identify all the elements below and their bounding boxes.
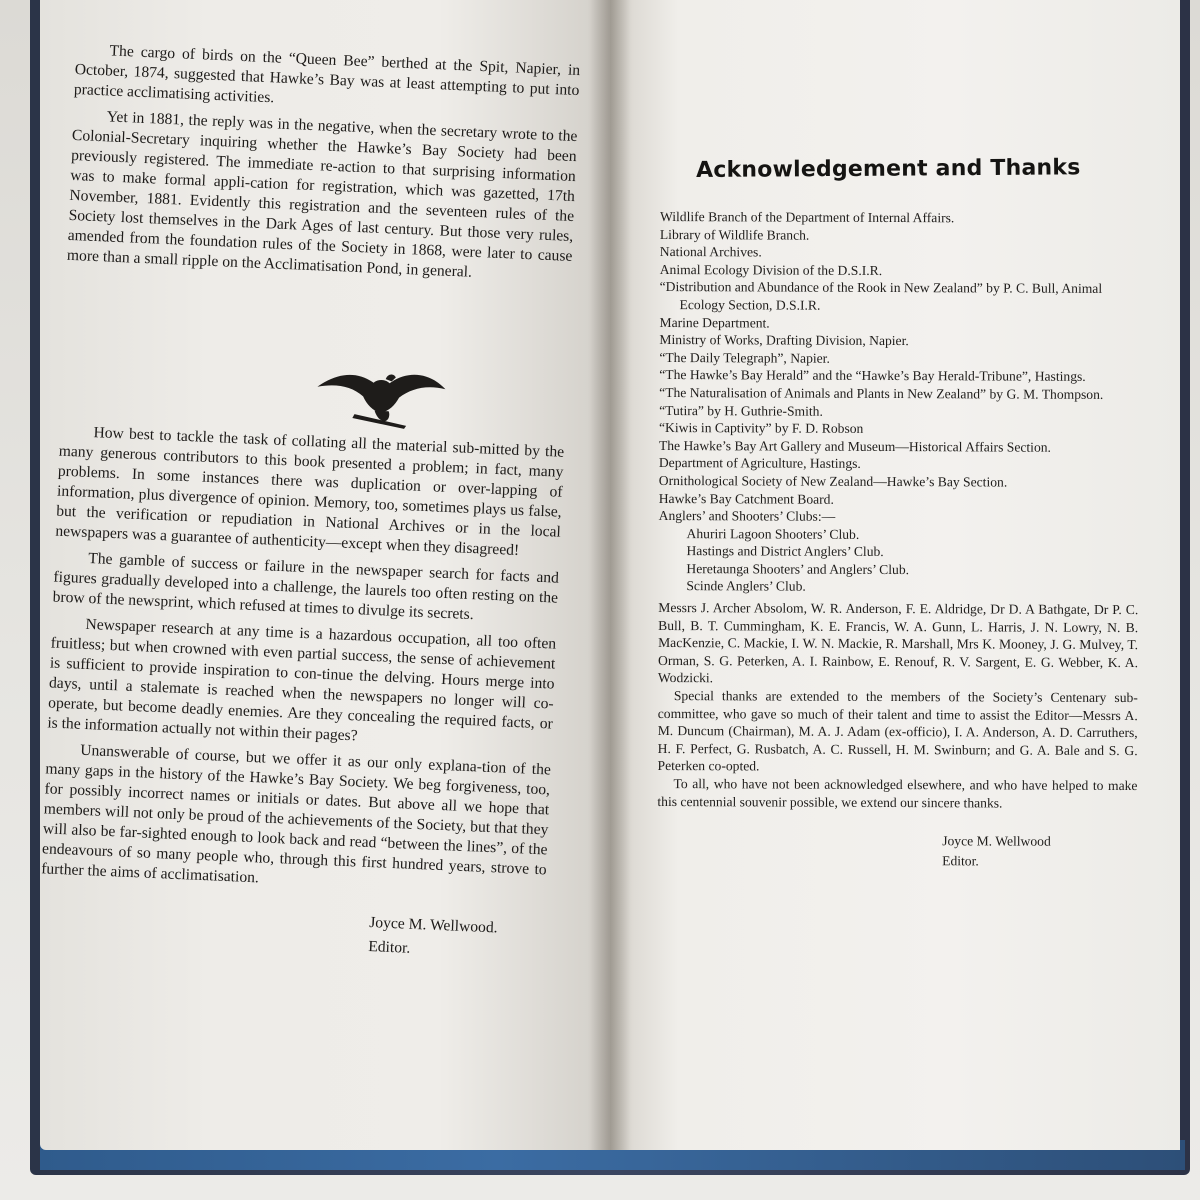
ack-entry: Anglers’ and Shooters’ Clubs:— xyxy=(658,508,836,524)
left-paragraph-5: Newspaper research at any time is a hazardous occupation, all too often fruitless; but when crowned with even partial success, the sense of achievement is sufficient to provide inspiration to con-tinue the delving. Hours merge into days, until a stalemate is reached when the newspapers no longer will co-operate, but become deadly enemies. Are they concealing the required facts, or is the information actually not within their pages? xyxy=(47,615,557,745)
acknowledgement-list xyxy=(657,208,1140,872)
club-entry: Heretaunga Shooters’ and Anglers’ Club. xyxy=(686,560,910,577)
ack-entry: “The Hawke’s Bay Herald” and the “Hawke’s Bay Herald-Tribune”, Hastings. xyxy=(659,367,1086,385)
ack-entry: Marine Department. xyxy=(659,314,770,331)
left-paragraph-3: How best to tackle the task of collating all the material sub-mitted by the many generous contributors to this book presented a problem; in fact, many problems. In some instances there was duplication or over-lapping of information, plus divergence of opinion. Memory, too, sometimes plays us false, but the verification or repudiation in National Archives or in the local newspapers was a guarantee of authenticity—except when they disagreed! xyxy=(55,424,565,559)
ack-entry: “The Daily Telegraph”, Napier. xyxy=(659,349,830,366)
ack-entry: “Kiwis in Captivity” by F. D. Robson xyxy=(659,420,864,437)
club-entry: Scinde Anglers’ Club. xyxy=(686,578,806,595)
right-signature-title: Editor. xyxy=(942,853,979,869)
club-entry: Ahuriri Lagoon Shooters’ Club. xyxy=(686,525,860,542)
right-signature xyxy=(942,831,1137,872)
messrs-paragraph: Messrs J. Archer Absolom, W. R. Anderson, F. E. Aldridge, Dr D. A Bathgate, Dr P. C. Bull, B. T. Cummingham, K. E. Francis, W. A. Gunn, L. Harris, J. N. Lowry, N. B. MacKenzie, C. Mackie, I. W. N. Mackie, R. Marshall, Mrs K. Mooney, J. G. Mulvey, T. Orman, S. G. Peterken, A. I. Rainbow, E. Renouf, R. V. Sargent, E. G. Webber, K. A. Wodzicki. xyxy=(657,600,1139,686)
ack-entry: Ministry of Works, Drafting Division, Napier. xyxy=(659,332,909,349)
left-signature xyxy=(368,911,545,966)
eagle-ornament-icon xyxy=(314,363,448,438)
ack-entry: “Tutira” by H. Guthrie-Smith. xyxy=(659,402,823,419)
left-paragraph-2: Yet in 1881, the reply was in the negative, when the secretary wrote to the Colonial-Secretary inquiring whether the Hawke’s Bay Society had been previously registered. The immediate re-action to that surprising information was to make formal appli-cation for registration, which was gazetted, 17th November, 1881. Evidently this registration and the seventeen rules of the Society lost themselves in the Dark Ages of last century. But those very rules, amended from the foundation rules of the Society in 1868, were later to cause more than a small ripple on the Acclimatisation Pond, in general. xyxy=(66,108,578,281)
left-signature-name: Joyce M. Wellwood. xyxy=(368,914,498,937)
closing-paragraph: To all, who have not been acknowledged elsewhere, and who have helped to make this centennial souvenir possible, we extend our sincere thanks. xyxy=(657,776,1138,811)
ack-entry: Department of Agriculture, Hastings. xyxy=(658,455,861,472)
ack-entry: National Archives. xyxy=(659,244,762,260)
right-page xyxy=(610,0,1180,1150)
club-entry: Hastings and District Anglers’ Club. xyxy=(686,543,884,560)
acknowledgement-heading: Acknowledgement and Thanks xyxy=(696,155,1081,183)
ack-entry: The Hawke’s Bay Art Gallery and Museum—Historical Affairs Section. xyxy=(658,437,1051,455)
left-paragraph-6: Unanswerable of course, but we offer it as our only explana-tion of the many gaps in the history of the Hawke’s Bay Society. We beg forgiveness, too, for possibly incorrect names or initials or dates. But above all we hope that members will not only be proud of the achievements of the Society, but that they will also be far-sighted enough to look back and read “between the lines”, of the endeavours of so many people who, through this first hundred years, strove to further the aims of acclimatisation. xyxy=(40,741,552,887)
ack-entry: Ornithological Society of New Zealand—Hawke’s Bay Section. xyxy=(658,472,1008,490)
ack-entry: Animal Ecology Division of the D.S.I.R. xyxy=(659,261,883,278)
ack-entry: Wildlife Branch of the Department of Internal Affairs. xyxy=(659,208,955,226)
ack-entry: “The Naturalisation of Animals and Plants in New Zealand” by G. M. Thompson. xyxy=(659,384,1104,402)
ack-entry: Hawke’s Bay Catchment Board. xyxy=(658,490,834,507)
left-paragraph-1: The cargo of birds on the “Queen Bee” berthed at the Spit, Napier, in October, 1874, suggested that Hawke’s Bay was at least attempting to put into practice acclimatising activities. xyxy=(73,42,581,107)
ack-entry: “Distribution and Abundance of the Rook in New Zealand” by P. C. Bull, Animal Ecology Section, D.S.I.R. xyxy=(659,279,1103,313)
left-signature-title: Editor. xyxy=(367,938,411,957)
left-paragraph-4: The gamble of success or failure in the newspaper search for facts and figures gradually developed into a challenge, the laurels too often resting on the brow of the newsprint, which refused at times to divulge its secrets. xyxy=(52,549,560,624)
right-signature-name: Joyce M. Wellwood xyxy=(942,833,1051,849)
left-page-text xyxy=(40,40,581,966)
left-page xyxy=(40,0,610,1150)
ack-entry: Library of Wildlife Branch. xyxy=(659,226,810,243)
special-thanks-paragraph: Special thanks are extended to the members of the Society’s Centenary sub-committee, who gave so much of their talent and time to assist the Editor—Messrs A. M. Duncum (Chairman), M. A. J. Adam (ex-officio), I. A. Anderson, A. D. Carruthers, H. F. Perfect, G. Rusbatch, A. C. Russell, H. M. Swinburn; and G. A. Bale and S. G. Peterken co-opted. xyxy=(657,688,1138,774)
